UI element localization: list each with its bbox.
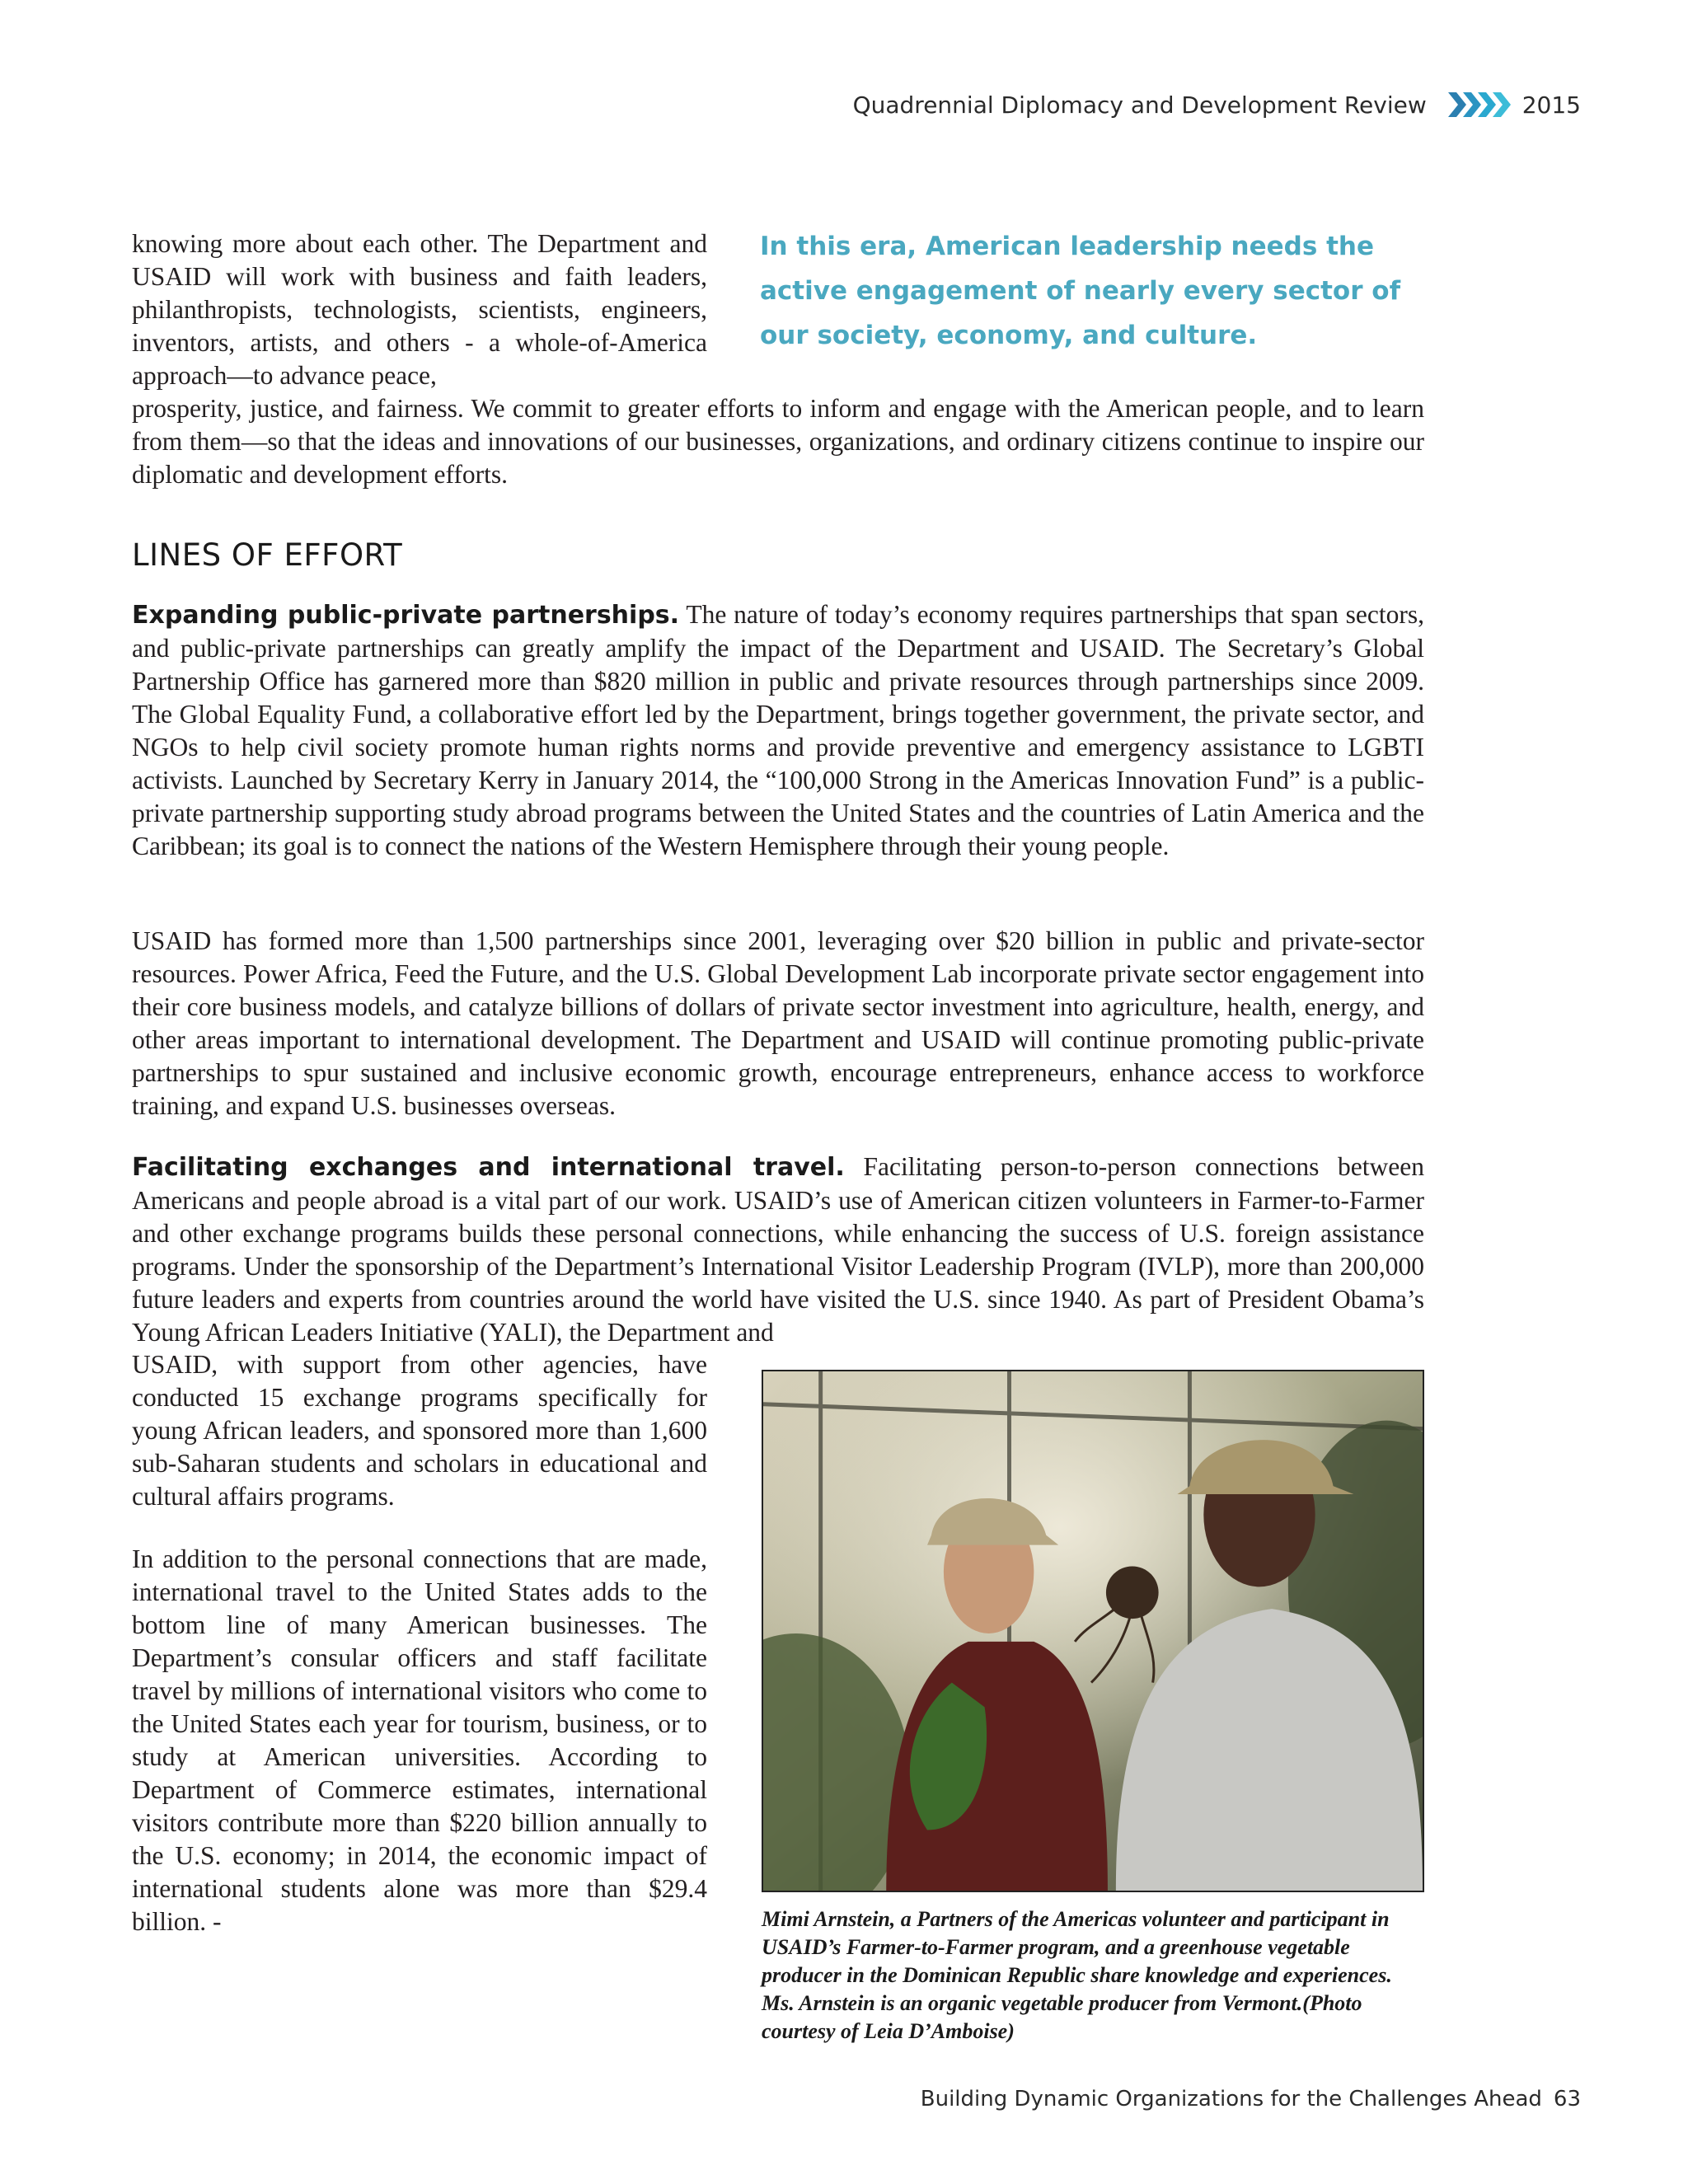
exchanges-paragraph: [132, 1151, 1424, 1349]
report-year: 2015: [1522, 91, 1581, 119]
exchanges-lead: Facilitating exchanges and international travel.: [132, 1153, 845, 1182]
exchanges-paragraph-continued: USAID, with support from other agencies, have conducted 15 exchange programs specifically for young African leaders, and sponsored more than 1,600 sub-Saharan students and scholars in educational and cultural affairs programs.: [132, 1350, 707, 1511]
pull-quote: In this era, American leadership needs the active engagement of nearly every sector of our society, economy, and culture.: [760, 232, 1401, 350]
chevrons-icon: [1448, 91, 1511, 119]
page-footer: [921, 2087, 1581, 2111]
page-header: [853, 91, 1581, 119]
footer-text: Building Dynamic Organizations for the Challenges Ahead: [920, 2087, 1542, 2111]
usaid-paragraph: USAID has formed more than 1,500 partnerships since 2001, leveraging over $20 billion in public and private-sector resources. Power Africa, Feed the Future, and the U.S. Global Development Lab incorporate private sector engagement into their core business models, and catalyze billions of dollars of private sector investment into agriculture, health, energy, and other areas important to international development. The Department and USAID will continue promoting public-private partnerships to spur sustained and inclusive economic growth, encourage entrepreneurs, enhance access to workforce training, and expand U.S. businesses overseas.: [132, 926, 1424, 1120]
ppp-text: The nature of today’s economy requires partnerships that span sectors, and public-private partnerships can greatly amplify the impact of the Department and USAID. The Secretary’s Global Partnership Office has garnered more than $820 million in public and private resources through partnerships since 2009. The Global Equality Fund, a collaborative effort led by the Department, brings together government, the private sector, and NGOs to help civil society promote human rights norms and provide preventive and emergency assistance to LGBTI activists. Launched by Secretary Kerry in January 2014, the “100,000 Strong in the Americas Innovation Fund” is a public-private partnership supporting study abroad programs between the United States and the countries of Latin America and the Caribbean; its goal is to connect the nations of the Western Hemisphere through their young people.: [132, 600, 1425, 860]
intro-paragraph-part-a: knowing more about each other. The Department and USAID will work with business and faith leaders, philanthropists, technologists, scientists, engineers, inventors, artists, and others - a whole-of-America approach—to advance peace,: [132, 229, 707, 390]
travel-paragraph: In addition to the personal connections that are made, international travel to the United States adds to the bottom line of many American businesses. The Department’s consular officers and staff facilitate travel by millions of international visitors who come to the United States each year for tourism, business, or to study at American universities. According to Department of Commerce estimates, international visitors contribute more than $220 billion annually to the U.S. economy; in 2014, the economic impact of international students alone was more than $29.4 billion. -: [132, 1544, 707, 1936]
photo-caption: Mimi Arnstein, a Partners of the Americas volunteer and participant in USAID’s Farmer-to-Farmer program, and a greenhouse vegetable producer in the Dominican Republic share knowledge and experiences. Ms. Arnstein is an organic vegetable producer from Vermont.(Photo courtesy of Leia D’Amboise): [762, 1907, 1392, 2043]
intro-paragraph-part-b: prosperity, justice, and fairness. We commit to greater efforts to inform and engage with the American people, and to learn from them—so that the ideas and innovations of our businesses, organizations, and ordinary citizens continue to inspire our diplomatic and development efforts.: [132, 394, 1424, 489]
report-title: Quadrennial Diplomacy and Development Review: [852, 91, 1427, 119]
ppp-lead: Expanding public-private partnerships.: [132, 601, 680, 630]
greenhouse-photo: [762, 1370, 1424, 1892]
section-heading: LINES OF EFFORT: [132, 537, 403, 573]
ppp-paragraph: [132, 598, 1424, 863]
exchanges-text: Facilitating person-to-person connections between Americans and people abroad is a vital part of our work. USAID’s use of American citizen volunteers in Farmer-to-Farmer and other exchange programs builds these personal connections, while enhancing the success of U.S. foreign assistance programs. Under the sponsorship of the Department’s International Visitor Leadership Program (IVLP), more than 200,000 future leaders and experts from countries around the world have visited the U.S. since 1940. As part of President Obama’s Young African Leaders Initiative (YALI), the Department and: [132, 1152, 1424, 1347]
page-number: 63: [1553, 2087, 1581, 2111]
